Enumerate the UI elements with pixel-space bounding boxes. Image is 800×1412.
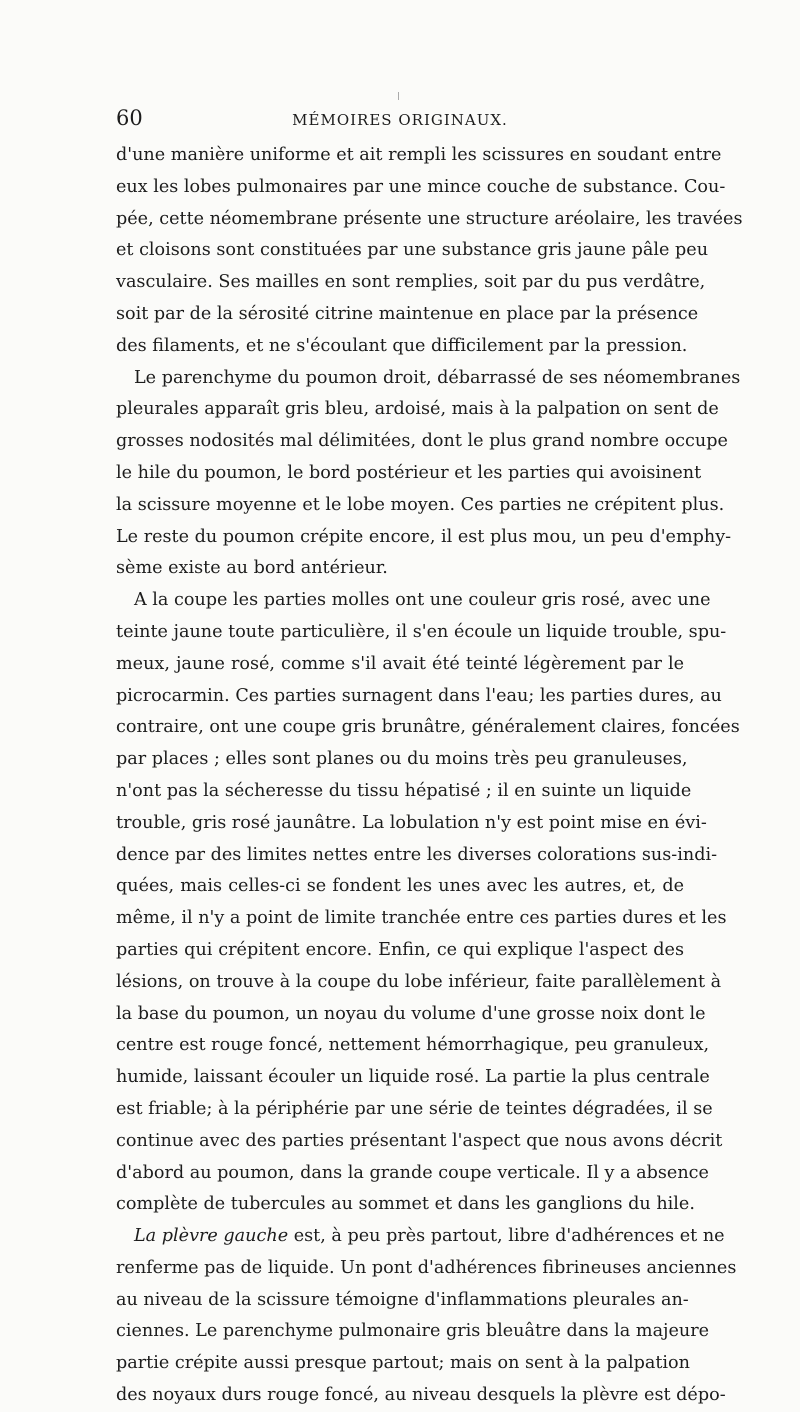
text-line: même, il n'y a point de limite tranchée entre ces parties dures et les <box>116 908 727 929</box>
text-line: renferme pas de liquide. Un pont d'adhérences fibrineuses anciennes <box>116 1257 737 1278</box>
text-line: le hile du poumon, le bord postérieur et les parties qui avoisinent <box>116 462 702 483</box>
text-line: d'abord au poumon, dans la grande coupe verticale. Il y a absence <box>116 1162 709 1183</box>
text-line: Le parenchyme du poumon droit, débarrassé de ses néomembranes <box>134 367 741 388</box>
text-line: ciennes. Le parenchyme pulmonaire gris bleuâtre dans la majeure <box>116 1321 710 1342</box>
text-line: complète de tubercules au sommet et dans les ganglions du hile. <box>116 1194 695 1215</box>
text-line: A la coupe les parties molles ont une couleur gris rosé, avec une <box>134 590 711 611</box>
text-line: est friable; à la périphérie par une série de teintes dégradées, il se <box>116 1098 713 1119</box>
text-line-rest: est, à peu près partout, libre d'adhérences et ne <box>288 1226 725 1247</box>
text-line: des filaments, et ne s'écoulant que difficilement par la pression. <box>116 335 688 356</box>
text-line: meux, jaune rosé, comme s'il avait été teinté légèrement par le <box>116 653 684 674</box>
text-line: la base du poumon, un noyau du volume d'une grosse noix dont le <box>116 1003 706 1024</box>
text-line: sème existe au bord antérieur. <box>116 558 388 579</box>
body-text <box>116 140 743 1412</box>
text-line: pleurales apparaît gris bleu, ardoisé, mais à la palpation on sent de <box>116 399 719 420</box>
text-line: d'une manière uniforme et ait rempli les scissures en soudant entre <box>116 145 722 165</box>
text-line: grosses nodosités mal délimitées, dont le plus grand nombre occupe <box>116 431 728 452</box>
text-line: quées, mais celles-ci se fondent les unes avec les autres, et, de <box>116 876 684 897</box>
text-line: par places ; elles sont planes ou du moins très peu granuleuses, <box>116 749 688 770</box>
text-line: teinte jaune toute particulière, il s'en écoule un liquide trouble, spu- <box>116 621 727 642</box>
text-line: dence par des limites nettes entre les diverses colorations sus-indi- <box>116 844 718 865</box>
running-title: MÉMOIRES ORIGINAUX. <box>292 111 508 129</box>
text-line: au niveau de la scissure témoigne d'inflammations pleurales an- <box>116 1289 689 1310</box>
text-line: trouble, gris rosé jaunâtre. La lobulation n'y est point mise en évi- <box>116 812 707 833</box>
italic-lead: La plèvre gauche <box>134 1226 289 1247</box>
page-number: 60 <box>116 106 143 130</box>
text-line: eux les lobes pulmonaires par une mince couche de substance. Cou- <box>116 176 726 197</box>
text-line: lésions, on trouve à la coupe du lobe inférieur, faite parallèlement à <box>116 971 722 992</box>
text-line: partie crépite aussi presque partout; mais on sent à la palpation <box>116 1353 690 1374</box>
text-line: contraire, ont une coupe gris brunâtre, généralement claires, foncées <box>116 717 740 738</box>
running-head <box>116 104 684 132</box>
text-line: parties qui crépitent encore. Enfin, ce qui explique l'aspect des <box>116 939 684 960</box>
text-line: picrocarmin. Ces parties surnagent dans l'eau; les parties dures, au <box>116 685 722 706</box>
text-line: soit par de la sérosité citrine maintenue en place par la présence <box>116 303 699 324</box>
text-line <box>116 1221 725 1253</box>
text-line: des noyaux durs rouge foncé, au niveau desquels la plèvre est dépo- <box>116 1385 726 1406</box>
print-mark <box>398 92 399 100</box>
text-line: humide, laissant écouler un liquide rosé. La partie la plus centrale <box>116 1067 710 1088</box>
text-line: n'ont pas la sécheresse du tissu hépatisé ; il en suinte un liquide <box>116 780 692 801</box>
text-line: la scissure moyenne et le lobe moyen. Ces parties ne crépitent plus. <box>116 494 725 515</box>
text-line: pée, cette néomembrane présente une structure aréolaire, les travées <box>116 208 743 229</box>
text-line: vasculaire. Ses mailles en sont remplies, soit par du pus verdâtre, <box>116 272 706 293</box>
text-line: et cloisons sont constituées par une substance gris jaune pâle peu <box>116 240 709 261</box>
text-line: centre est rouge foncé, nettement hémorrhagique, peu granuleux, <box>116 1035 710 1056</box>
text-line: continue avec des parties présentant l'aspect que nous avons décrit <box>116 1130 723 1151</box>
text-line: Le reste du poumon crépite encore, il est plus mou, un peu d'emphy- <box>116 526 732 547</box>
